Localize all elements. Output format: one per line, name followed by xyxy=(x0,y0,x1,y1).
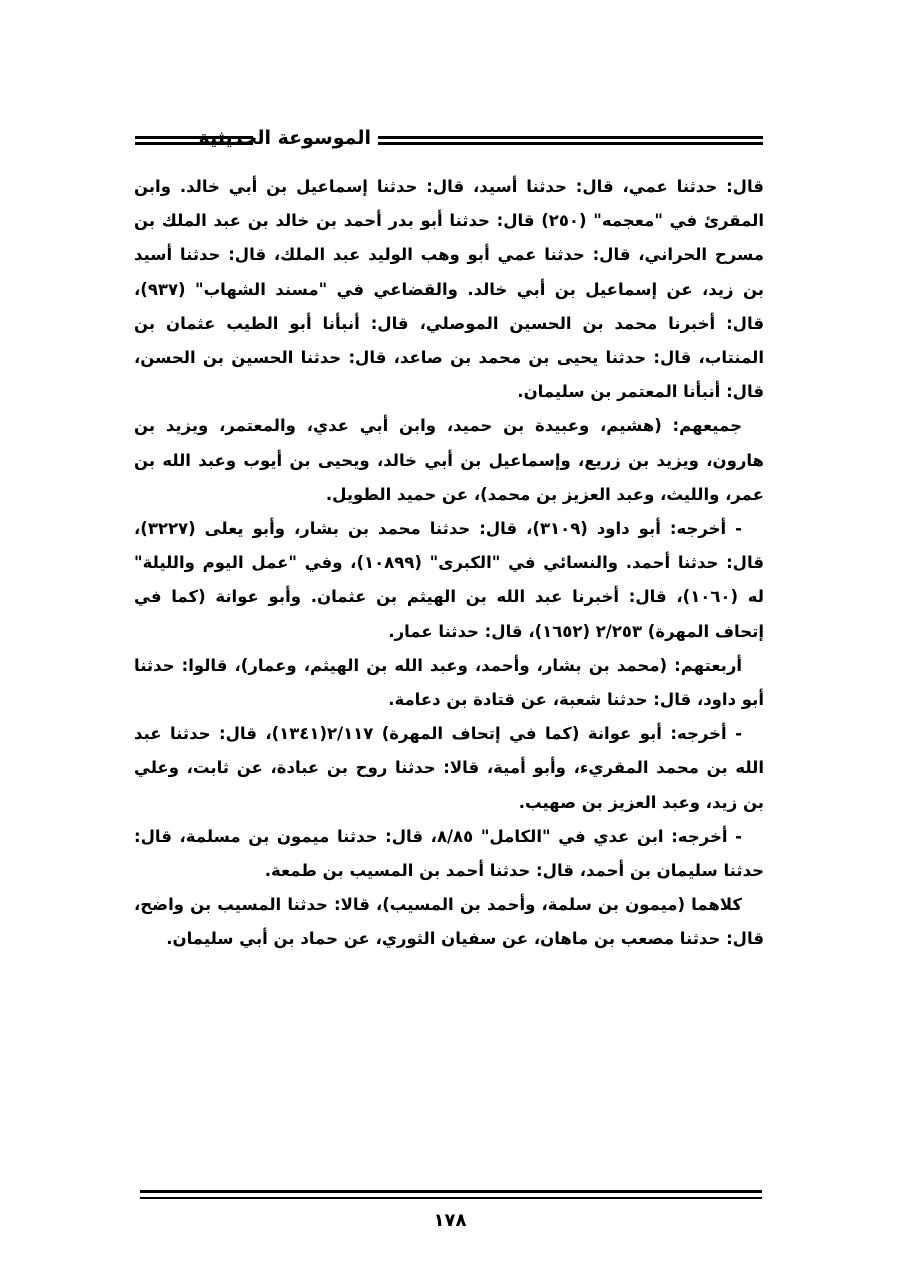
paragraph-6: - أخرجه: ابن عدي في "الكامل" ٨/٨٥، قال: حدثنا ميمون بن مسلمة، قال: حدثنا سليمان بن أحمد، قال: حدثنا أحمد بن المسيب بن طمعة. xyxy=(134,826,764,881)
paragraph-1: قال: حدثنا عمي، قال: حدثنا أسيد، قال: حدثنا إسماعيل بن أبي خالد. وابن المقرئ في "معجمه" (٢٥٠) قال: حدثنا أبو بدر أحمد بن خالد بن عبد الملك بن مسرح الحراني، قال: حدثنا عمي أبو وهب الوليد عبد الملك، قال: حدثنا أسيد بن زيد، عن إسماعيل بن أبي خالد. والقضاعي في "مسند الشهاب" (٩٣٧)، قال: أخبرنا محمد بن الحسين الموصلي، قال: أنبأنا أبو الطيب عثمان بن المنتاب، قال: حدثنا يحيى بن محمد بن صاعد، قال: حدثنا الحسين بن الحسن، قال: أنبأنا المعتمر بن سليمان. xyxy=(134,177,764,402)
header-rule-right xyxy=(378,136,763,139)
footer-rule-upper xyxy=(140,1190,762,1193)
page-header xyxy=(135,118,763,158)
paragraph-7: كلاهما (ميمون بن سلمة، وأحمد بن المسيب)، قالا: حدثنا المسيب بن واضح، قال: حدثنا مصعب بن ماهان، عن سفيان الثوري، عن حماد بن أبي سليمان. xyxy=(134,895,764,949)
footer-rule-lower xyxy=(140,1197,762,1199)
paragraph-2: جميعهم: (هشيم، وعبيدة بن حميد، وابن أبي عدي، والمعتمر، ويزيد بن هارون، ويزيد بن زريع، وإسماعيل بن أبي خالد، ويحيى بن أيوب وعبد الله بن عمر، والليث، وعبد العزيز بن محمد)، عن حميد الطويل. xyxy=(134,416,764,504)
header-rule-right-lower xyxy=(378,142,763,145)
header-title: الموسوعة الحديثية xyxy=(198,127,371,149)
paragraph-3: - أخرجه: أبو داود (٣١٠٩)، قال: حدثنا محمد بن بشار، وأبو يعلى (٣٢٢٧)، قال: حدثنا أحمد. والنسائي في "الكبرى" (١٠٨٩٩)، وفي "عمل اليوم والليلة" له (١٠٦٠)، قال: أخبرنا عبد الله بن الهيثم بن عثمان. وأبو عوانة (كما في إتحاف المهرة) ٢/٢٥٣ (١٦٥٢)، قال: حدثنا عمار. xyxy=(134,519,764,641)
paragraph-5: - أخرجه: أبو عوانة (كما في إتحاف المهرة) ٢/١١٧(١٣٤١)، قال: حدثنا عبد الله بن محمد المقريء، وأبو أمية، قالا: حدثنا روح بن عبادة، عن ثابت، وعلي بن زيد، وعبد العزيز بن صهيب. xyxy=(134,724,764,812)
page-number: ١٧٨ xyxy=(433,1210,467,1231)
page-body xyxy=(134,170,764,1150)
paragraph-4: أربعتهم: (محمد بن بشار، وأحمد، وعبد الله بن الهيثم، وعمار)، قالوا: حدثنا أبو داود، قال: حدثنا شعبة، عن قتادة بن دعامة. xyxy=(134,655,764,710)
